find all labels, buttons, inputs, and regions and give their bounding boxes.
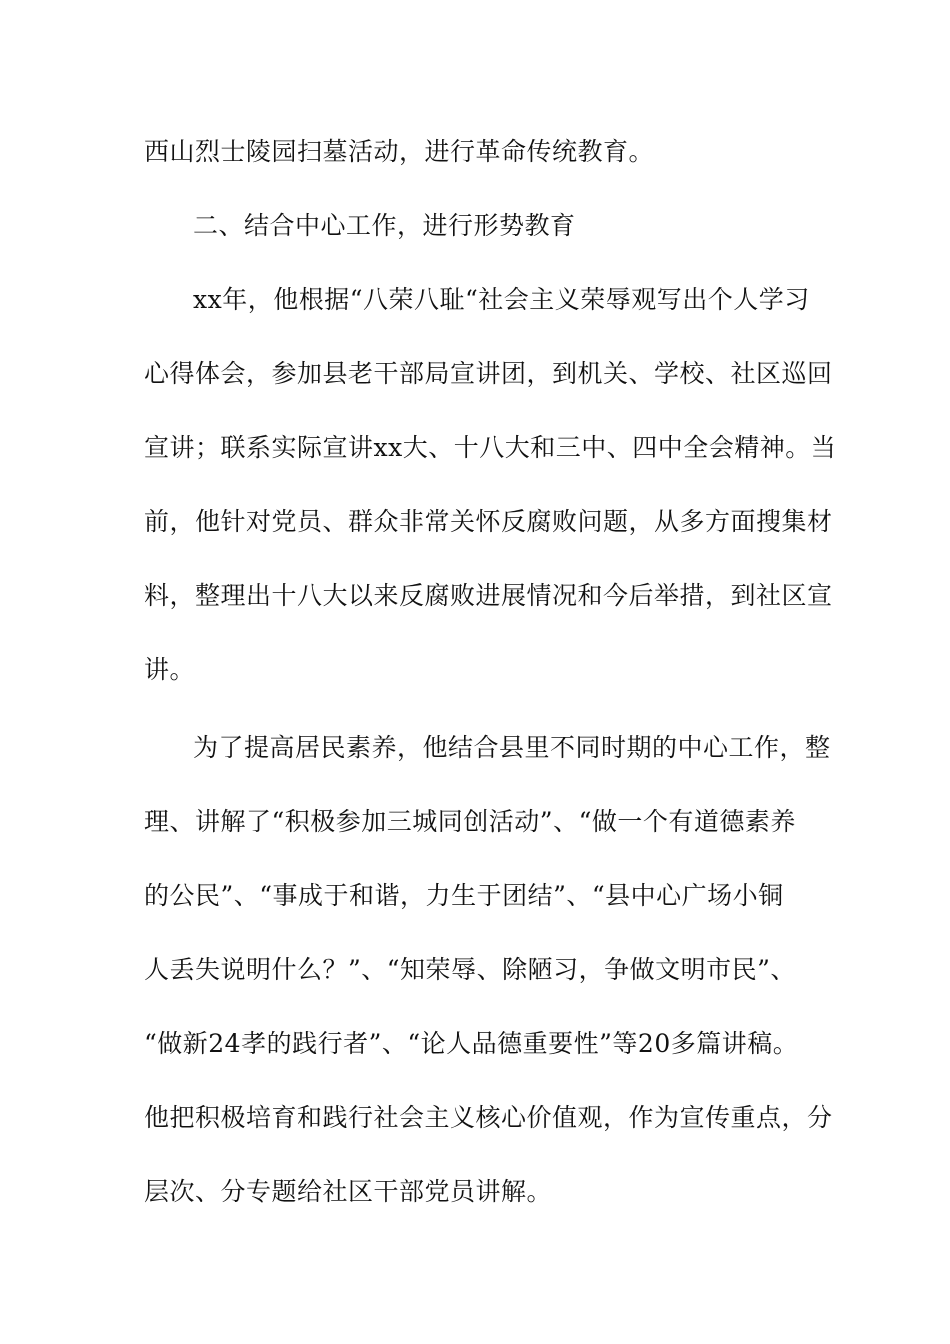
text-line-11: 的公民”、“事成于和谐，力生于团结”、“县中心广场小铜 xyxy=(144,881,784,910)
text-line-8: 讲。 xyxy=(144,655,196,684)
text-line-12: 人丢失说明什么？”、“知荣辱、除陋习，争做文明市民”、 xyxy=(144,955,796,984)
text-line-9: 为了提高居民素养，他结合县里不同时期的中心工作，整 xyxy=(193,733,831,762)
text-line-5: 宣讲；联系实际宣讲xx大、十八大和三中、四中全会精神。当 xyxy=(144,433,837,462)
text-line-7: 料，整理出十八大以来反腐败进展情况和今后举措，到社区宣 xyxy=(144,581,833,610)
section-heading: 二、结合中心工作，进行形势教育 xyxy=(193,211,576,240)
text-line-6: 前，他针对党员、群众非常关怀反腐败问题，从多方面搜集材 xyxy=(144,507,833,536)
text-line-13: “做新24孝的践行者”、“论人品德重要性”等20多篇讲稿。 xyxy=(144,1029,799,1058)
text-line-15: 层次、分专题给社区干部党员讲解。 xyxy=(144,1177,553,1206)
text-line-1: 西山烈士陵园扫墓活动，进行革命传统教育。 xyxy=(144,137,655,166)
text-line-3: xx年，他根据“八荣八耻“社会主义荣辱观写出个人学习 xyxy=(193,285,810,314)
text-line-10: 理、讲解了“积极参加三城同创活动”、“做一个有道德素养 xyxy=(144,807,796,836)
text-line-4: 心得体会，参加县老干部局宣讲团，到机关、学校、社区巡回 xyxy=(144,359,833,388)
text-line-14: 他把积极培育和践行社会主义核心价值观，作为宣传重点，分 xyxy=(144,1103,833,1132)
